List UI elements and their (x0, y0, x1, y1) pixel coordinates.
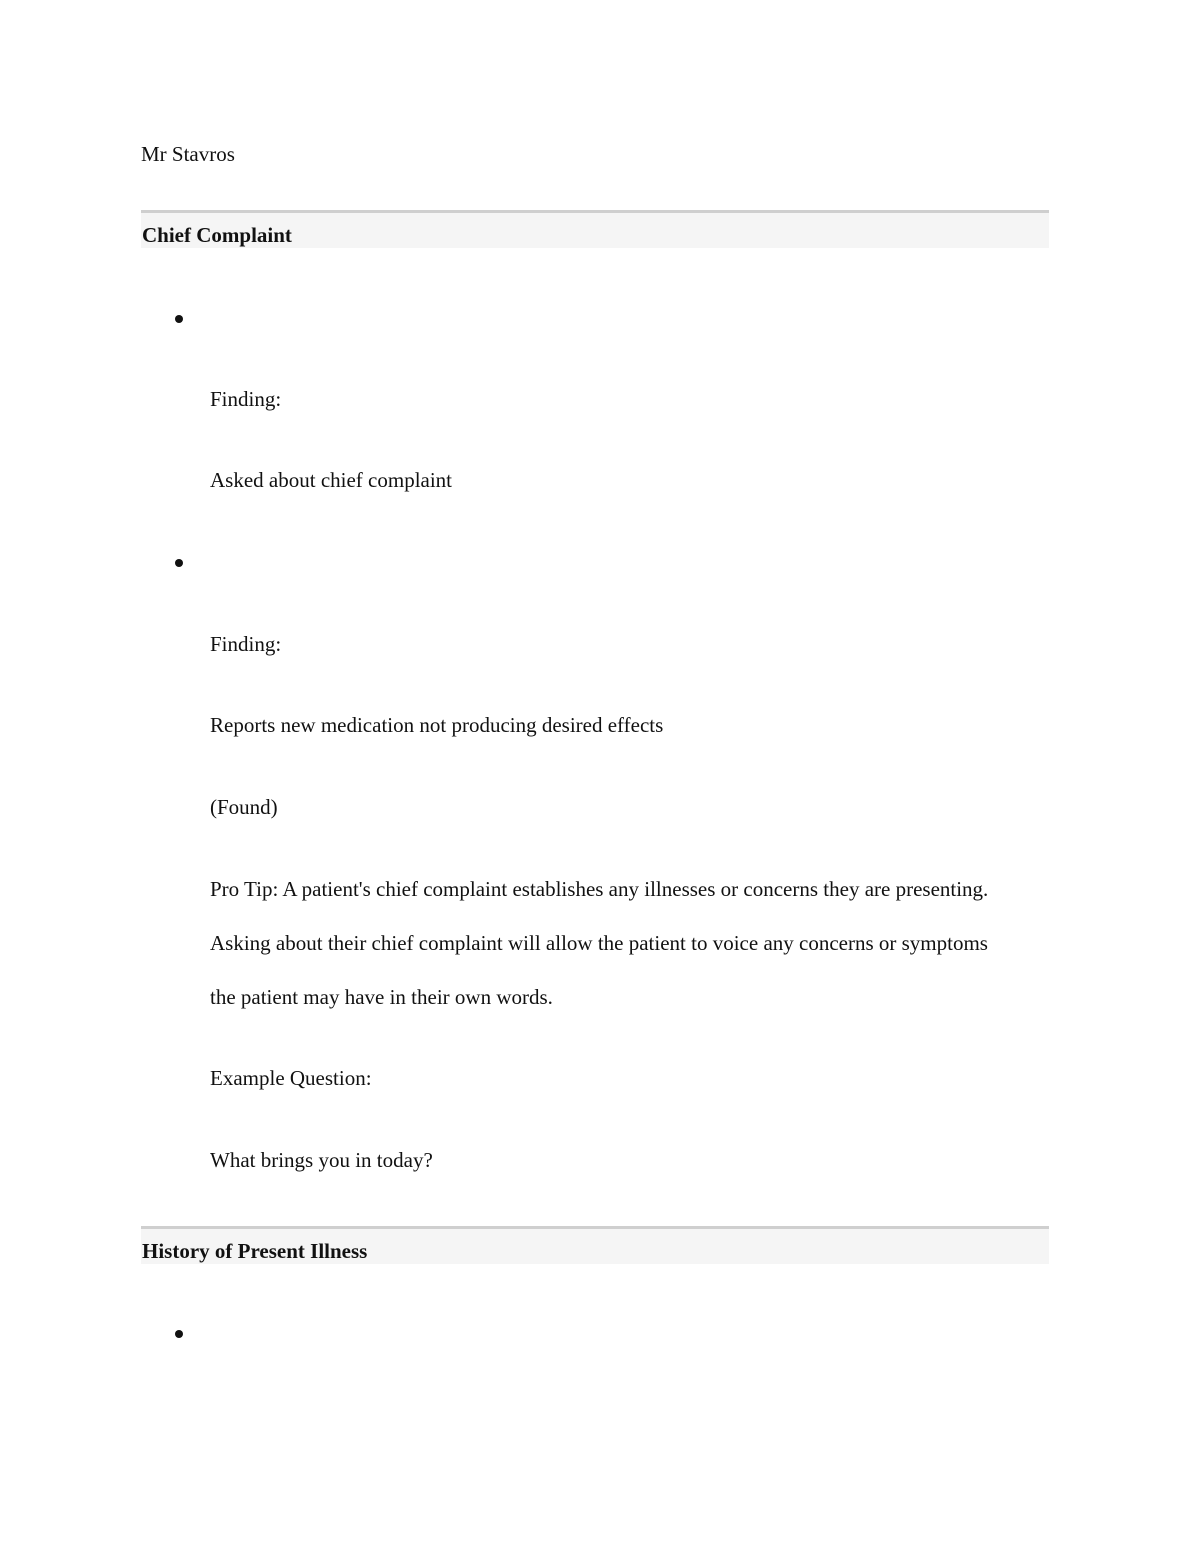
list-bullet (175, 1330, 183, 1338)
section-title: History of Present Illness (142, 1239, 368, 1263)
pro-tip: Pro Tip: A patient's chief complaint establishes any illnesses or concerns they are presenting. Asking about their chief complaint will allow the patient to voice any concerns or symptoms the patient may have in their own words. (210, 877, 989, 1009)
list-bullet (175, 559, 183, 567)
example-label: Example Question: (210, 1066, 372, 1090)
section-header-history-of-present-illness (141, 1226, 1049, 1264)
finding-label: Finding: (210, 387, 282, 411)
list-bullet (175, 315, 183, 323)
section-header-chief-complaint (141, 210, 1049, 248)
finding-status: (Found) (210, 795, 278, 819)
section-title: Chief Complaint (142, 223, 292, 247)
finding-text: Reports new medication not producing desired effects (210, 713, 664, 737)
finding-text: Asked about chief complaint (210, 468, 453, 492)
example-question: What brings you in today? (210, 1148, 433, 1172)
finding-label: Finding: (210, 632, 282, 656)
patient-name: Mr Stavros (141, 142, 235, 166)
